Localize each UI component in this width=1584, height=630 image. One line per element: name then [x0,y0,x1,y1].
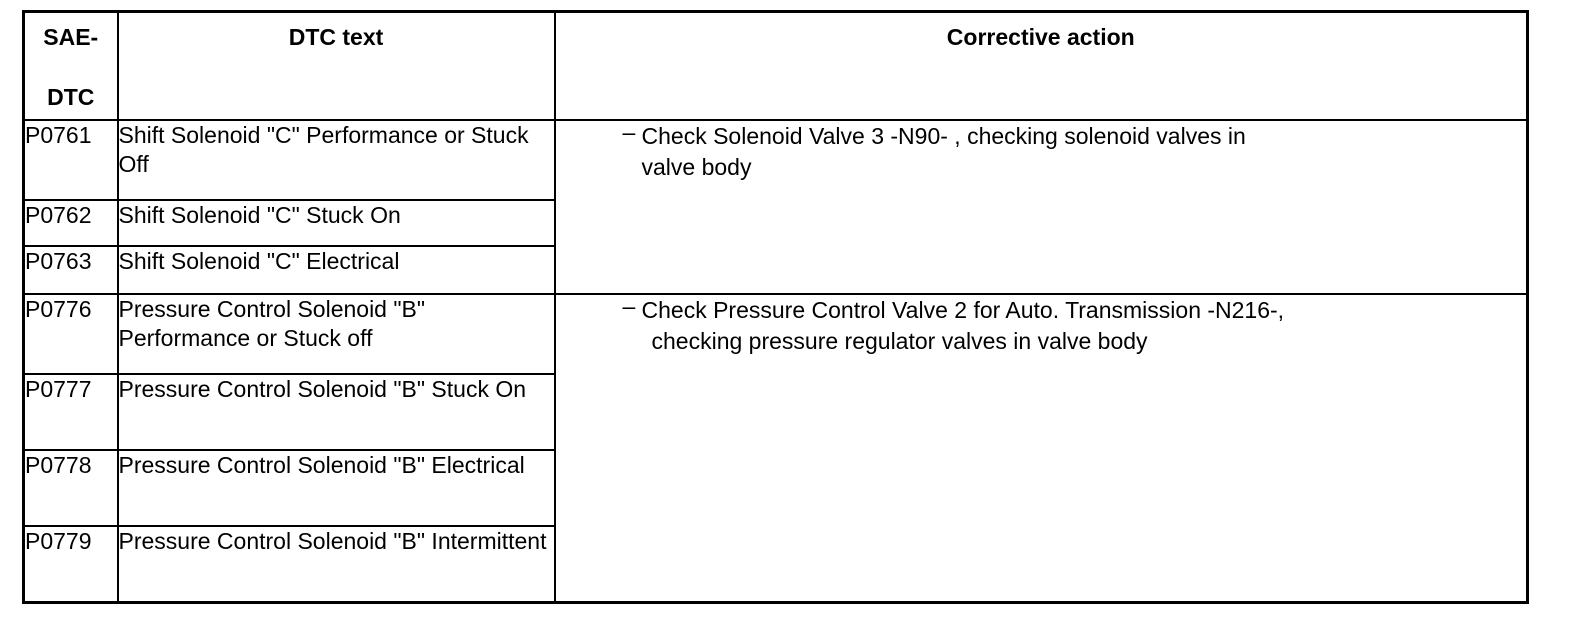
header-sae-dtc [24,12,118,121]
action-text-line: checking pressure regulator valves in valve body [651,328,1148,355]
dtc-code: P0761 [24,120,118,200]
dtc-code: P0762 [24,200,118,246]
header-dtc-label: DTC [47,84,95,110]
dtc-description: Pressure Control Solenoid "B" Performance or Stuck off [118,294,555,374]
header-sae-label: SAE- [43,24,99,50]
dtc-code: P0779 [24,526,118,602]
dtc-code: P0776 [24,294,118,374]
corrective-action-item [556,295,1527,357]
action-text-line: valve body [641,154,752,181]
corrective-action-cell [555,294,1528,602]
dtc-description: Pressure Control Solenoid "B" Intermittent [118,526,555,602]
header-corrective-action: Corrective action [555,12,1528,121]
dtc-description: Shift Solenoid "C" Electrical [118,246,555,294]
dtc-description: Pressure Control Solenoid "B" Electrical [118,450,555,526]
dtc-code: P0778 [24,450,118,526]
action-text-line: Check Pressure Control Valve 2 for Auto. Transmission -N216-, [641,297,1285,324]
dtc-code: P0777 [24,374,118,450]
header-row [24,12,1528,121]
action-text-line: Check Solenoid Valve 3 -N90- , checking solenoid valves in [641,123,1246,150]
dtc-description: Pressure Control Solenoid "B" Stuck On [118,374,555,450]
table-row [24,294,1528,374]
table-row [24,120,1528,200]
dtc-description: Shift Solenoid "C" Stuck On [118,200,555,246]
header-dtc-text: DTC text [118,12,555,121]
dtc-description: Shift Solenoid "C" Performance or Stuck Off [118,120,555,200]
dash-bullet: – [622,293,636,320]
corrective-action-item [556,121,1527,183]
corrective-action-cell [555,120,1528,294]
dtc-code: P0763 [24,246,118,294]
dtc-table [22,10,1529,604]
dash-bullet: – [622,119,636,146]
